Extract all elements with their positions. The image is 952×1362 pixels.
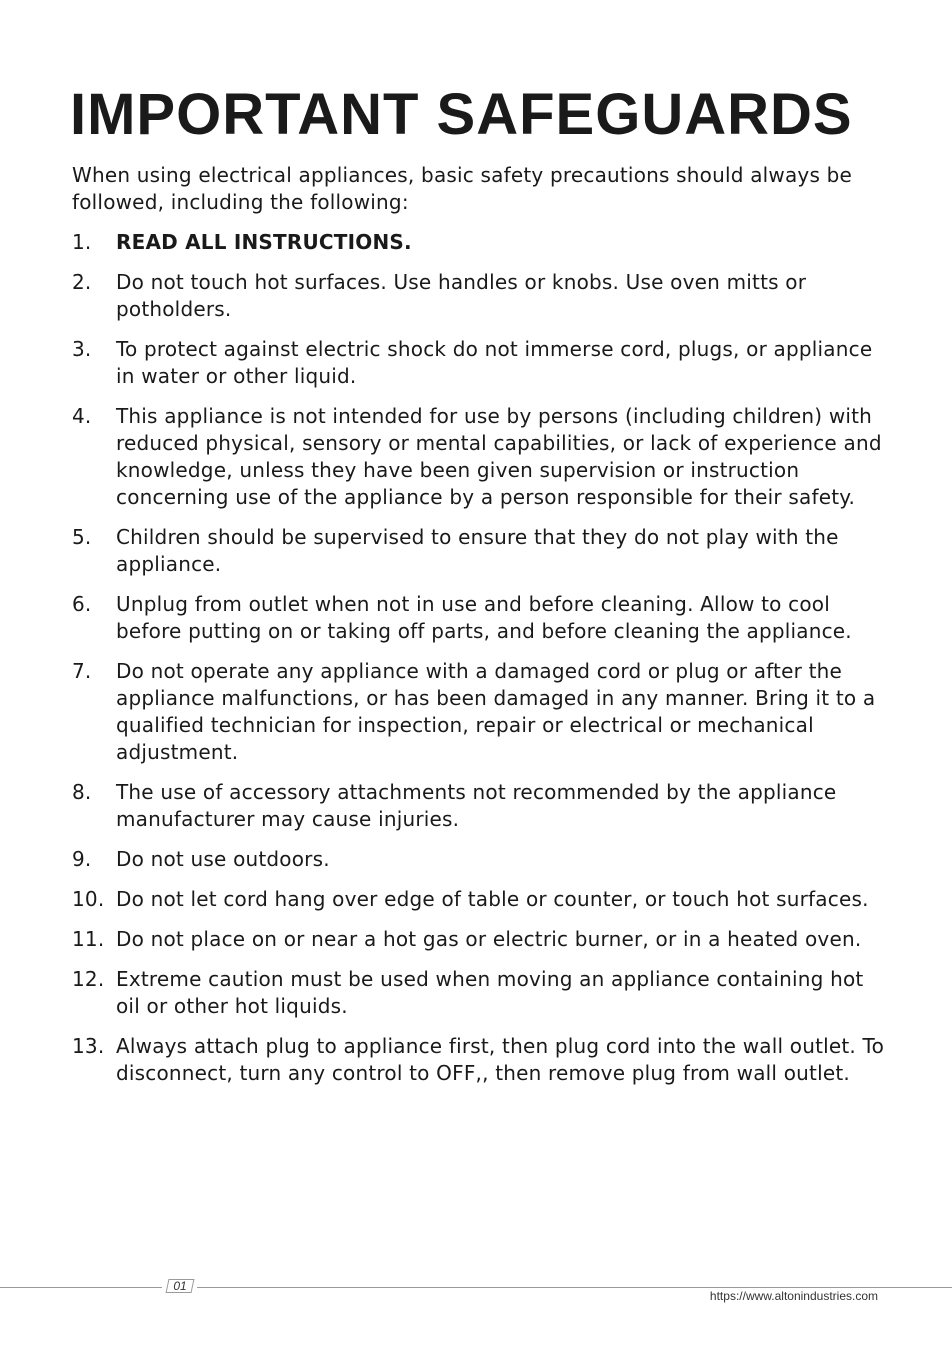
item-text: Do not place on or near a hot gas or electric burner, or in a heated oven.: [116, 927, 862, 951]
safeguards-list: [72, 229, 892, 1100]
list-item: [72, 966, 892, 1020]
list-item: [72, 524, 892, 578]
list-item: [72, 926, 892, 953]
list-item: [72, 229, 892, 256]
footer-divider-left: [0, 1287, 162, 1288]
item-number: 1.: [72, 230, 92, 254]
item-text: Do not operate any appliance with a damaged cord or plug or after the appliance malfunctions, or has been damaged in any manner. Bring it to a qualified technician for inspection, repair or electrical or mechanical adjustment.: [116, 659, 876, 764]
list-item: [72, 779, 892, 833]
item-text: The use of accessory attachments not recommended by the appliance manufacturer may cause injuries.: [116, 780, 837, 831]
item-number: 4.: [72, 404, 92, 428]
item-text: Extreme caution must be used when moving an appliance containing hot oil or other hot liquids.: [116, 967, 864, 1018]
item-number: 5.: [72, 525, 92, 549]
item-number: 6.: [72, 592, 92, 616]
item-number: 13.: [72, 1034, 105, 1058]
item-text: Do not touch hot surfaces. Use handles or knobs. Use oven mitts or potholders.: [116, 270, 807, 321]
item-text: Always attach plug to appliance first, then plug cord into the wall outlet. To disconnect, turn any control to OFF,, then remove plug from wall outlet.: [116, 1034, 885, 1085]
list-item: [72, 846, 892, 873]
page-number: 01: [173, 1279, 187, 1293]
footer-url: https://www.altonindustries.com: [709, 1289, 878, 1303]
list-item: [72, 591, 892, 645]
list-item: [72, 403, 892, 511]
footer-divider-right: [197, 1287, 952, 1288]
item-text: Do not let cord hang over edge of table or counter, or touch hot surfaces.: [116, 887, 869, 911]
item-text: READ ALL INSTRUCTIONS.: [116, 230, 412, 254]
item-text: Children should be supervised to ensure that they do not play with the appliance.: [116, 525, 839, 576]
item-number: 9.: [72, 847, 92, 871]
intro-paragraph: When using electrical appliances, basic safety precautions should always be followed, including the following:: [72, 163, 853, 214]
list-item: [72, 269, 892, 323]
page-title: IMPORTANT SAFEGUARDS: [70, 82, 853, 147]
item-number: 12.: [72, 967, 105, 991]
list-item: [72, 658, 892, 766]
item-number: 3.: [72, 337, 92, 361]
list-item: [72, 336, 892, 390]
item-number: 7.: [72, 659, 92, 683]
list-item: [72, 886, 892, 913]
item-text: Unplug from outlet when not in use and before cleaning. Allow to cool before putting on or taking off parts, and before cleaning the appliance.: [116, 592, 852, 643]
item-text: To protect against electric shock do not immerse cord, plugs, or appliance in water or other liquid.: [116, 337, 873, 388]
item-number: 2.: [72, 270, 92, 294]
item-number: 10.: [72, 887, 105, 911]
item-text: Do not use outdoors.: [116, 847, 330, 871]
item-number: 11.: [72, 927, 105, 951]
item-text: This appliance is not intended for use by persons (including children) with reduced physical, sensory or mental capabilities, or lack of experience and knowledge, unless they have been given supervision or instruction concerning use of the appliance by a person responsible for their safety.: [116, 404, 882, 509]
page-number-badge: [163, 1277, 197, 1295]
list-item: [72, 1033, 892, 1087]
item-number: 8.: [72, 780, 92, 804]
